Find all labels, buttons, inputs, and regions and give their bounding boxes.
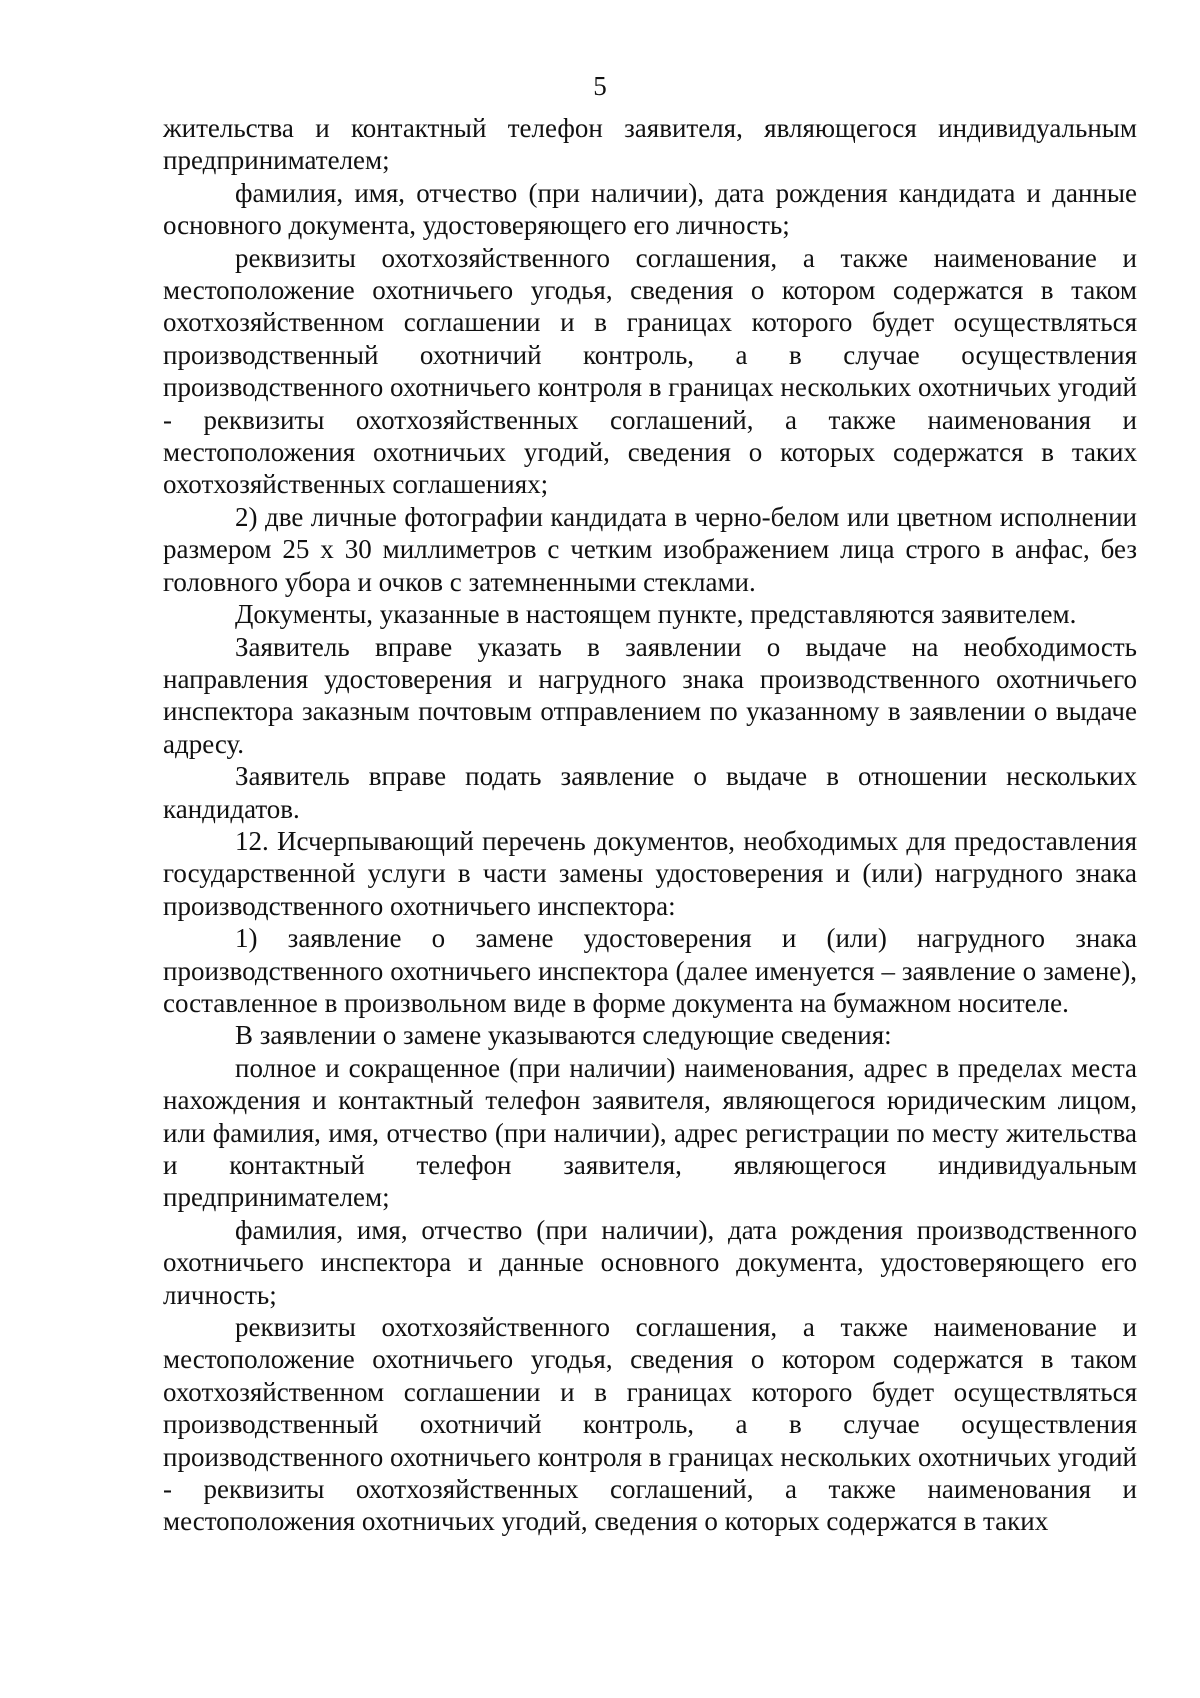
paragraph-continuation: жительства и контактный телефон заявителя, являющегося индивидуальным предпринимателем; <box>163 113 1137 176</box>
paragraph-documents-submitted: Документы, указанные в настоящем пункте, представляются заявителем. <box>235 599 1077 630</box>
document-body <box>163 112 1137 1538</box>
paragraph-applicant-details: полное и сокращенное (при наличии) наименования, адрес в пределах места нахождения и контактный телефон заявителя, являющегося юридическим лицом, или фамилия, имя, отчество (при наличии), адрес регистрации по месту жительства и контактный телефон заявителя, являющегося индивидуальным предпринимателем; <box>163 1052 1137 1213</box>
paragraph-photographs: 2) две личные фотографии кандидата в черно-белом или цветном исполнении размером 25 х 30 миллиметров с четким изображением лица строго в анфас, без головного убора и очков с затемненными стеклами. <box>163 501 1137 597</box>
paragraph-agreement-details-2: реквизиты охотхозяйственного соглашения, а также наименование и местоположение охотничьего угодья, сведения о котором содержатся в таком охотхозяйственном соглашении и в границах которого будет осуществляться производственный охотничий контроль, а в случае осуществления производственного охотничьего контроля в границах нескольких охотничьих угодий - реквизиты охотхозяйственных соглашений, а также наименования и местоположения охотничьих угодий, сведения о которых содержатся в таких <box>163 1312 1137 1537</box>
paragraph-inspector-name: фамилия, имя, отчество (при наличии), дата рождения производственного охотничьего инспектора и данные основного документа, удостоверяющего его личность; <box>163 1214 1137 1310</box>
paragraph-replacement-application: 1) заявление о замене удостоверения и (или) нагрудного знака производственного охотничьего инспектора (далее именуется – заявление о замене), составленное в произвольном виде в форме документа на бумажном носителе. <box>163 923 1137 1018</box>
paragraph-multiple-candidates: Заявитель вправе подать заявление о выдаче в отношении нескольких кандидатов. <box>163 761 1137 824</box>
paragraph-agreement-details: реквизиты охотхозяйственного соглашения, а также наименование и местоположение охотничьего угодья, сведения о котором содержатся в таком охотхозяйственном соглашении и в границах которого будет осуществляться производственный охотничий контроль, а в случае осуществления производственного охотничьего контроля в границах нескольких охотничьих угодий - реквизиты охотхозяйственных соглашений, а также наименования и местоположения охотничьих угодий, сведения о которых содержатся в таких охотхозяйственных соглашениях; <box>163 242 1137 500</box>
page-number: 5 <box>593 71 607 101</box>
paragraph-replacement-info-intro: В заявлении о замене указываются следующие сведения: <box>235 1020 892 1051</box>
paragraph-item-12: 12. Исчерпывающий перечень документов, необходимых для предоставления государственной услуги в части замены удостоверения и (или) нагрудного знака производственного охотничьего инспектора: <box>163 825 1137 921</box>
paragraph-candidate-name: фамилия, имя, отчество (при наличии), дата рождения кандидата и данные основного документа, удостоверяющего его личность; <box>163 177 1137 241</box>
paragraph-postal-delivery: Заявитель вправе указать в заявлении о выдаче на необходимость направления удостоверения и нагрудного знака производственного охотничьего инспектора заказным почтовым отправлением по указанному в заявлении о выдаче адресу. <box>163 631 1137 759</box>
